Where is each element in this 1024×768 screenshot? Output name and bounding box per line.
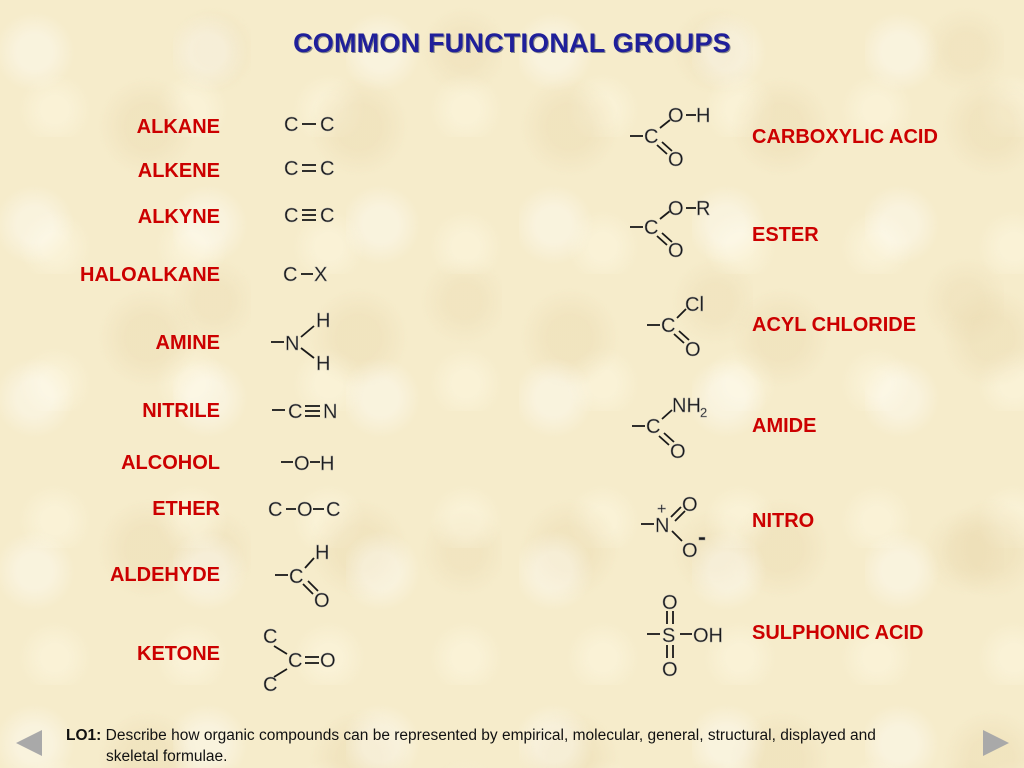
svg-text:C: C [284, 205, 299, 227]
svg-text:H: H [316, 353, 331, 375]
svg-text:H: H [320, 453, 335, 475]
svg-text:+: + [657, 501, 667, 518]
lo-text-line1: Describe how organic compounds can be represented by empirical, molecular, general, structural, displayed and [105, 727, 876, 744]
structure-carboxylic-acid [630, 105, 710, 171]
page-title: COMMON FUNCTIONAL GROUPS [293, 28, 731, 58]
svg-text:2: 2 [700, 405, 708, 420]
svg-text:O: O [314, 590, 330, 612]
structure-ester [630, 198, 710, 262]
svg-text:O: O [668, 198, 684, 220]
svg-text:C: C [644, 217, 659, 239]
label-ketone: KETONE [137, 643, 220, 665]
label-amine: AMINE [155, 332, 220, 354]
label-haloalkane: HALOALKANE [80, 264, 220, 286]
svg-text:H: H [315, 542, 330, 564]
label-amide: AMIDE [752, 415, 817, 437]
svg-text:O: O [668, 149, 684, 171]
svg-text:O: O [682, 540, 698, 562]
svg-text:C: C [263, 626, 278, 648]
next-slide-icon[interactable] [983, 730, 1009, 756]
structure-alkyne [284, 205, 334, 227]
svg-text:O: O [682, 494, 698, 516]
svg-text:C: C [263, 674, 278, 696]
structure-sulphonic-acid [647, 592, 723, 681]
svg-text:O: O [320, 650, 336, 672]
structure-nitrile [272, 401, 337, 423]
svg-text:O: O [294, 453, 310, 475]
lo-label: LO1: [66, 727, 102, 744]
svg-text:-: - [698, 524, 706, 551]
svg-text:O: O [297, 499, 313, 521]
svg-text:N: N [323, 401, 338, 423]
svg-text:C: C [284, 114, 299, 136]
label-acyl-chloride: ACYL CHLORIDE [752, 314, 917, 336]
structure-haloalkane [283, 264, 327, 286]
svg-text:C: C [661, 315, 676, 337]
svg-text:C: C [320, 205, 335, 227]
svg-text:S: S [662, 625, 676, 647]
lo-text-line2: skeletal formulae. [106, 748, 228, 765]
svg-text:H: H [696, 105, 711, 127]
svg-text:C: C [320, 158, 335, 180]
svg-text:C: C [284, 158, 299, 180]
label-nitrile: NITRILE [142, 400, 220, 422]
svg-text:C: C [644, 126, 659, 148]
structure-alkene [284, 158, 334, 180]
svg-text:R: R [696, 198, 711, 220]
structure-amide [632, 395, 707, 463]
label-ether: ETHER [152, 498, 220, 520]
structure-ketone [263, 626, 336, 696]
svg-text:H: H [316, 310, 331, 332]
svg-text:NH: NH [672, 395, 701, 417]
label-ester: ESTER [752, 224, 819, 246]
svg-text:Cl: Cl [685, 294, 704, 316]
svg-text:O: O [685, 339, 701, 361]
svg-text:N: N [285, 333, 300, 355]
svg-text:C: C [289, 566, 304, 588]
label-nitro: NITRO [752, 510, 815, 532]
svg-text:N: N [655, 515, 670, 537]
svg-text:O: O [670, 441, 686, 463]
structure-amine [271, 310, 330, 375]
previous-slide-icon[interactable] [16, 730, 42, 756]
label-alcohol: ALCOHOL [121, 452, 220, 474]
label-carboxylic-acid: CARBOXYLIC ACID [752, 126, 938, 148]
svg-text:C: C [288, 401, 303, 423]
svg-text:C: C [268, 499, 283, 521]
svg-text:X: X [314, 264, 328, 286]
structure-nitro [641, 494, 706, 562]
svg-text:O: O [662, 659, 678, 681]
label-sulphonic-acid: SULPHONIC ACID [752, 622, 924, 644]
structure-aldehyde [275, 542, 330, 612]
label-aldehyde: ALDEHYDE [109, 564, 220, 586]
svg-text:C: C [320, 114, 335, 136]
structure-ether [268, 499, 340, 521]
svg-text:C: C [646, 416, 661, 438]
svg-text:O: O [662, 592, 678, 614]
svg-text:C: C [288, 650, 303, 672]
svg-text:O: O [668, 105, 684, 127]
structure-alcohol [281, 453, 334, 475]
svg-text:OH: OH [693, 625, 723, 647]
structure-acyl-chloride [647, 294, 704, 361]
svg-text:C: C [326, 499, 341, 521]
label-alkyne: ALKYNE [137, 206, 220, 228]
svg-text:O: O [668, 240, 684, 262]
structure-alkane [284, 114, 334, 136]
learning-objective [66, 725, 966, 767]
svg-text:C: C [283, 264, 298, 286]
label-alkane: ALKANE [136, 116, 220, 138]
label-alkene: ALKENE [137, 160, 220, 182]
